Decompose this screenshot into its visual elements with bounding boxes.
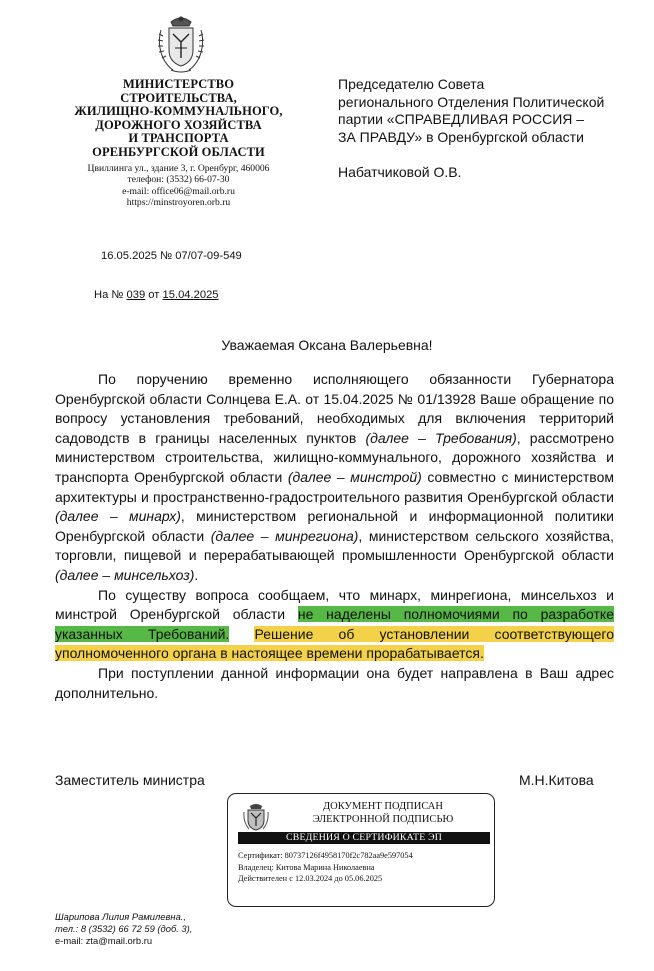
ref-prefix: На № <box>94 289 127 301</box>
executor-phone: тел.: 8 (3532) 66 72 59 (доб. 3), <box>55 923 193 934</box>
body-text: , министерством сельского хозяйства, торговли, пищевой и перерабатывающей промышленности Оренбургской области <box>55 527 614 564</box>
stamp-title-line: ДОКУМЕНТ ПОДПИСАН <box>323 801 443 812</box>
letter-greeting: Уважаемая Оксана Валерьевна! <box>221 337 433 353</box>
ministry-address: Цвиллинга ул., здание 3, г. Оренбург, 460006 <box>87 163 270 174</box>
abbreviation-note: (далее – Требования) <box>365 429 517 446</box>
abbreviation-note: (далее – минрегиона) <box>210 527 359 544</box>
ministry-title <box>56 78 301 160</box>
ministry-contacts <box>56 163 301 209</box>
ministry-line: И ТРАНСПОРТА <box>128 131 229 146</box>
paragraph-1 <box>55 370 614 586</box>
ministry-line: МИНИСТЕРСТВО <box>122 77 235 91</box>
recipient-line: Председателю Совета <box>338 76 485 92</box>
recipient-line: регионального Отделения Политической <box>338 93 605 110</box>
ministry-email[interactable]: e-mail: office06@mail.orb.ru <box>122 185 235 197</box>
reference-line <box>94 289 219 301</box>
ministry-line: ОРЕНБУРГСКОЙ ОБЛАСТИ <box>92 144 265 159</box>
stamp-certificate-header: СВЕДЕНИЯ О СЕРТИФИКАТЕ ЭП <box>238 832 490 844</box>
body-text: , министерством региональной и информационной политики Оренбургской области <box>55 508 615 544</box>
abbreviation-note: (далее – минстрой) <box>287 468 422 485</box>
stamp-title-line: ЭЛЕКТРОННОЙ ПОДПИСЬЮ <box>312 814 454 825</box>
paragraph-3: При поступлении данной информации она будет направлена в Ваш адрес дополнительно. <box>55 664 614 701</box>
letter-body <box>55 370 614 703</box>
recipient-name: Набатчиковой О.В. <box>338 164 462 180</box>
paragraph-2 <box>55 586 614 664</box>
coat-of-arms-icon <box>153 14 209 76</box>
executor-email[interactable]: e-mail: zta@mail.orb.ru <box>55 935 153 946</box>
executor-info <box>55 911 192 947</box>
ministry-website[interactable]: https://minstroyoren.orb.ru <box>126 197 231 209</box>
highlight-yellow: Решение об установлении соответствующего уполномоченного органа в настоящее времени прорабатывается. <box>55 625 615 662</box>
ministry-line: ЖИЛИЩНО-КОММУНАЛЬНОГО, <box>74 104 283 119</box>
stamp-title <box>280 800 486 826</box>
ref-mid: от <box>145 289 163 301</box>
stamp-emblem-icon <box>242 802 270 832</box>
signatory-position: Заместитель министра <box>55 772 205 788</box>
highlight-green: не наделены полномочиями по разработке указанных Требований. <box>55 606 615 642</box>
e-signature-stamp <box>227 793 495 907</box>
abbreviation-note: (далее – минсельхоз) <box>55 566 195 583</box>
body-text: По поручению временно исполняющего обязанности Губернатора Оренбургской области Солнцева Е.А. от 15.04.2025 № 01/13928 Ваше обращение по вопросу установления требований, необходимых для включения территорий садоводств в границы населенных пунктов <box>55 371 614 446</box>
body-text: , рассмотрено министерством строительства, жилищно-коммунального, дорожного хозяйства и транспорта Оренбургской области <box>55 429 614 485</box>
body-text: По существу вопроса сообщаем, что минарх, минрегиона, минсельхоз и минстрой Оренбургской области <box>55 586 614 623</box>
ministry-line: СТРОИТЕЛЬСТВА, <box>120 90 237 105</box>
body-text: совместно с министерством архитектуры и пространственно-градостроительного развития Оренбургской области <box>55 468 614 505</box>
ref-number: 039 <box>126 289 146 301</box>
stamp-certificate: Сертификат: 80737126f4958170f2c782aa9e597054 <box>238 851 413 860</box>
recipient-line: партии «СПРАВЕДЛИВАЯ РОССИЯ – <box>338 111 585 128</box>
ministry-line: ДОРОЖНОГО ХОЗЯЙСТВА <box>95 117 262 132</box>
recipient-block <box>338 76 638 146</box>
document-date-number: 16.05.2025 № 07/07-09-549 <box>101 250 242 262</box>
abbreviation-note: (далее – минарх) <box>55 508 181 525</box>
ministry-phone: телефон: (3532) 66-07-30 <box>127 174 230 186</box>
body-text <box>229 626 254 642</box>
stamp-owner: Владелец: Китова Марина Николаевна <box>238 862 375 872</box>
body-text: . <box>194 566 199 583</box>
recipient-line: ЗА ПРАВДУ» в Оренбургской области <box>338 128 584 145</box>
stamp-validity: Действителен с 12.03.2024 до 05.06.2025 <box>238 874 383 884</box>
signatory-name: М.Н.Китова <box>519 772 594 788</box>
ref-date: 15.04.2025 <box>162 289 219 301</box>
executor-name: Шарипова Лилия Рамилевна., <box>55 911 186 922</box>
stamp-certificate-info <box>238 850 413 885</box>
